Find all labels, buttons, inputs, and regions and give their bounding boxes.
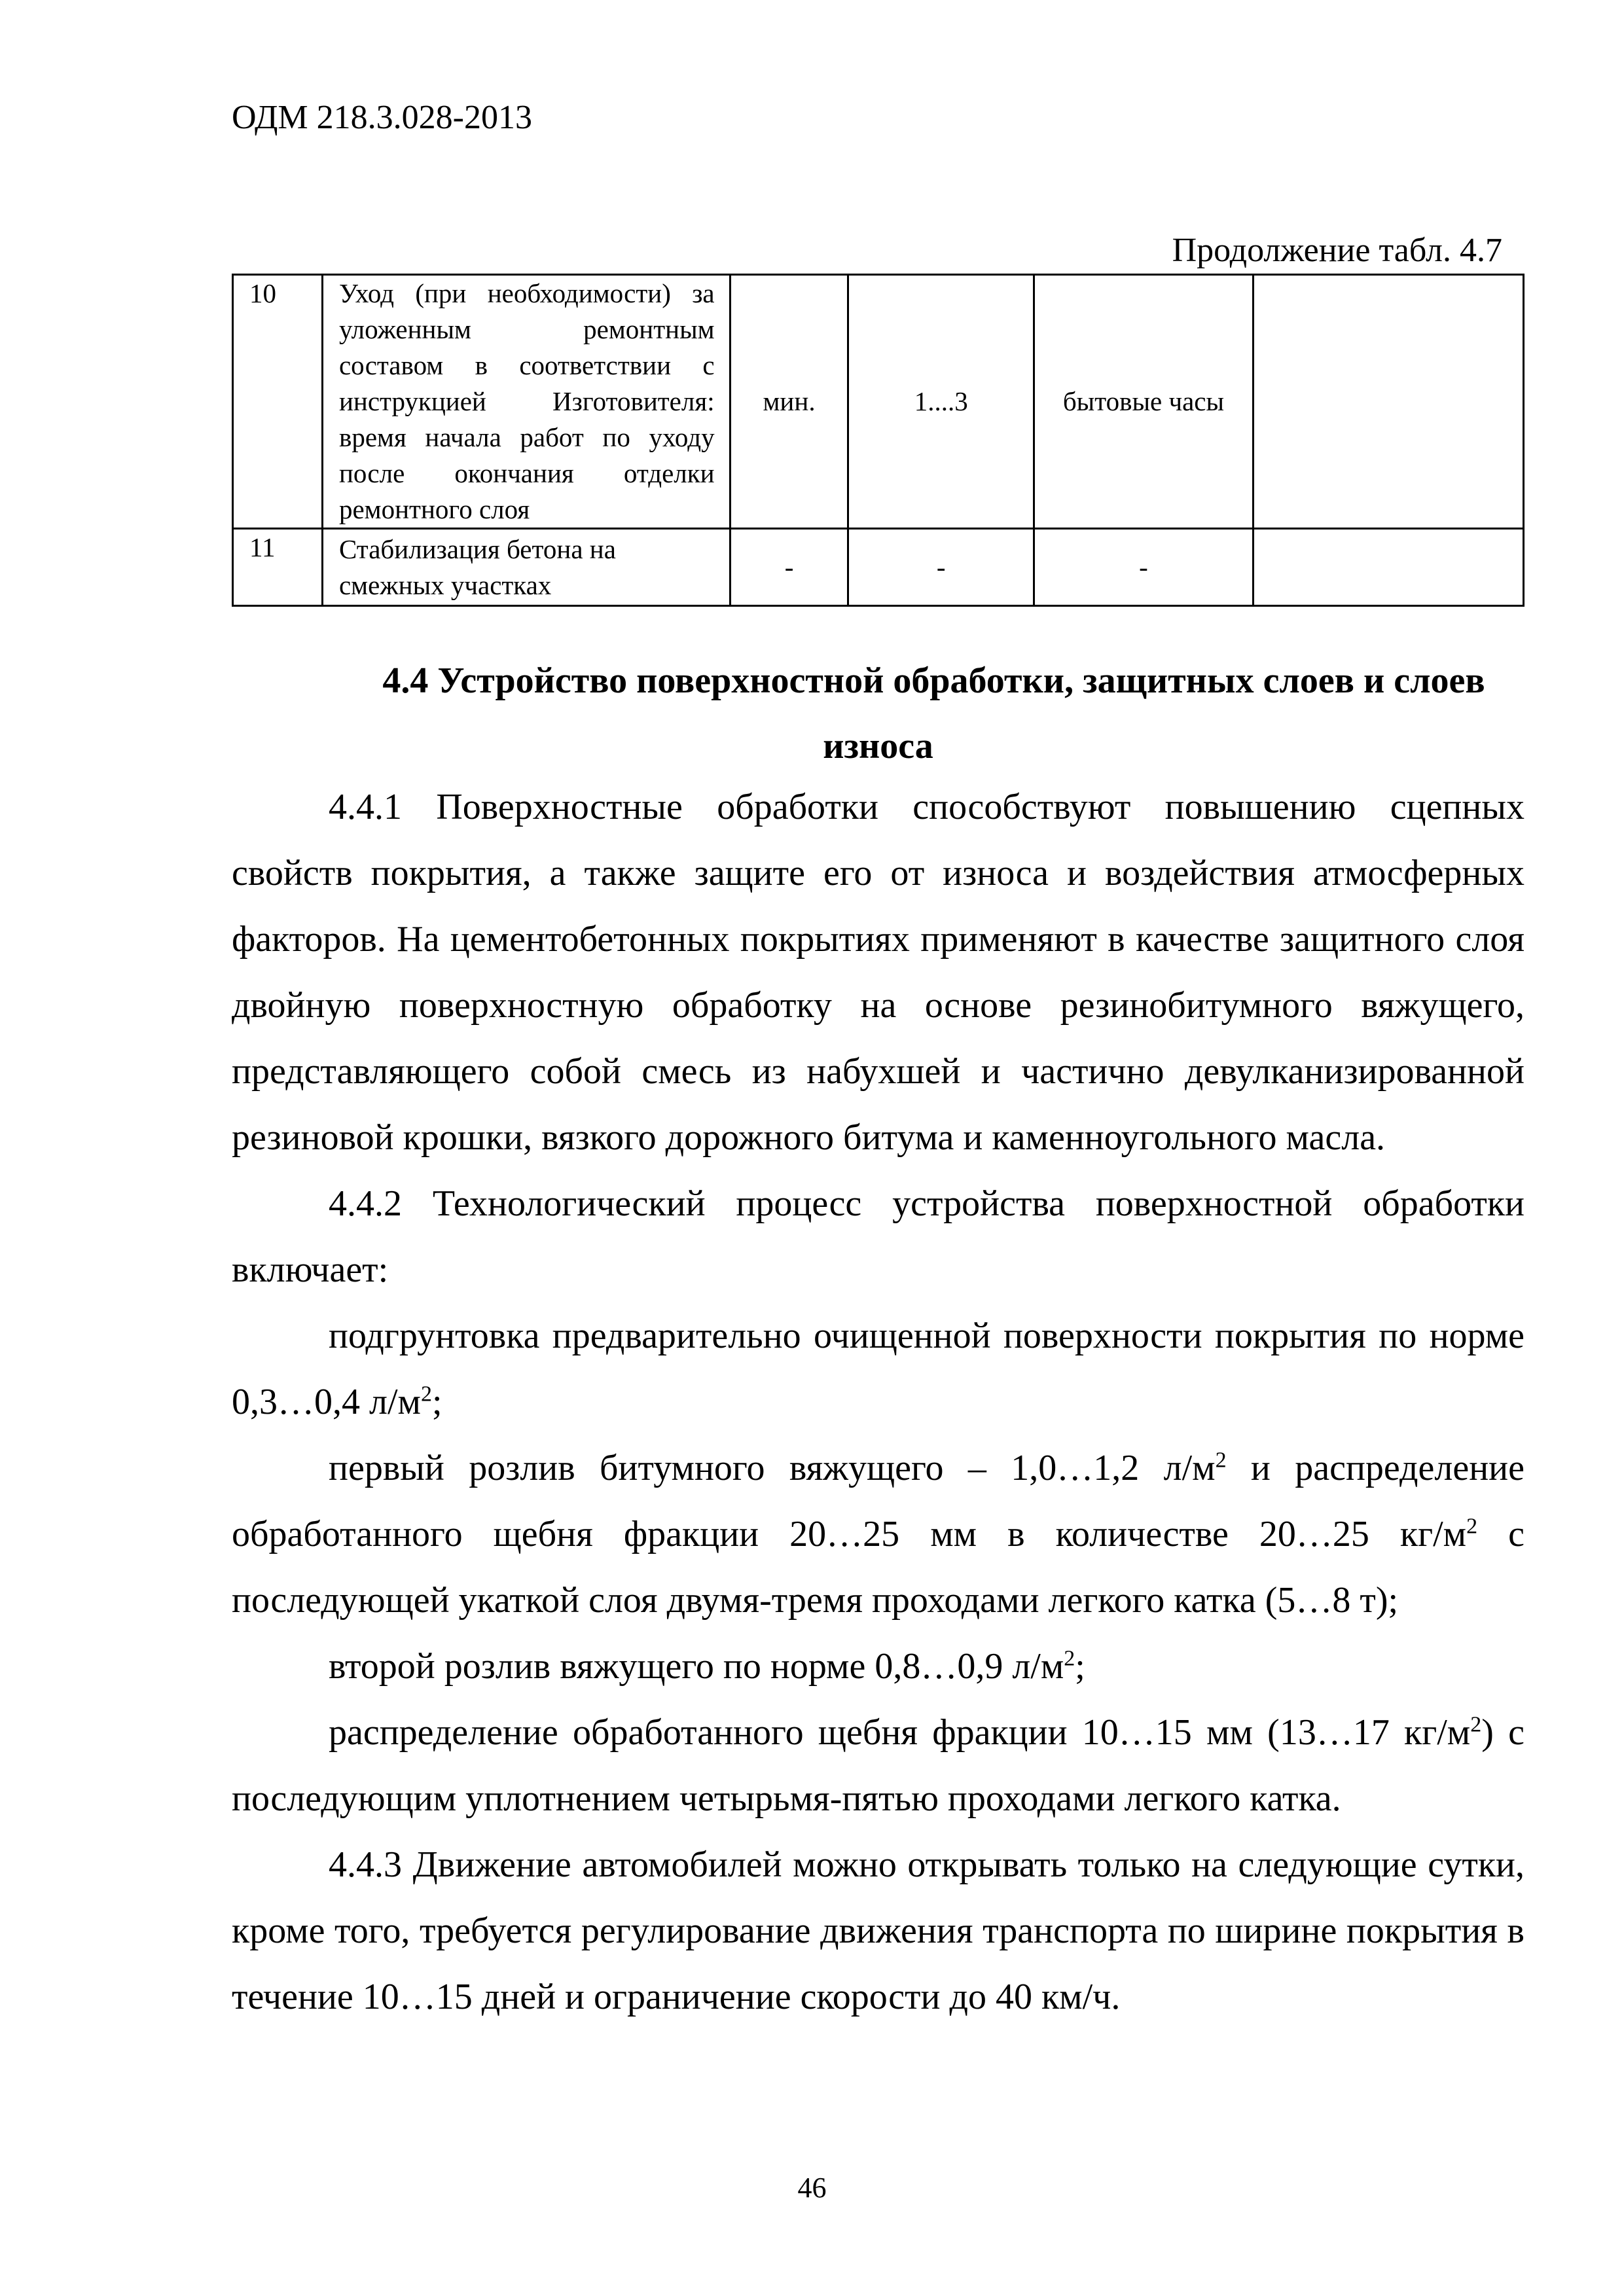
section-heading-line-2: износа (823, 726, 933, 766)
section-heading (232, 648, 1525, 779)
paragraph-4-4-1: 4.4.1 Поверхностные обработки способствуют повышению сцепных свойств покрытия, а также защите его от износа и воздействия атмосферных факторов. На цементобетонных покрытиях применяют в качестве защитного слоя двойную поверхностную обработку на основе резинобитумного вяжущего, представляющего собой смесь из набухшей и частично девулканизированной резиновой крошки, вязкого дорожного битума и каменноугольного масла. (232, 787, 1525, 1158)
document-code: ОДМ 218.3.028-2013 (232, 99, 532, 136)
paragraph-4-4-3: 4.4.3 Движение автомобилей можно открывать только на следующие сутки, кроме того, требуется регулирование движения транспорта по ширине покрытия в течение 10…15 дней и ограничение скорости до 40 км/ч. (232, 1844, 1525, 2017)
table-row (233, 275, 1524, 529)
row-unit: - (730, 529, 848, 606)
table-continuation-caption: Продолжение табл. 4.7 (1172, 232, 1502, 269)
section-body (232, 774, 1525, 2030)
paragraph-4-4-2: 4.4.2 Технологический процесс устройства поверхностной обработки включает: (232, 1183, 1525, 1290)
list-item-first-pour: первый розлив битумного вяжущего – 1,0…1,2 $л/м^2$ и распределение обработанного щебня фракции 20…25 мм в количестве 20…25 $кг/м^2$ с последующей укаткой слоя двумя-тремя проходами легкого катка (5…8 т); (232, 1448, 1525, 1621)
row-unit: мин. (730, 275, 848, 529)
page-number: 46 (797, 2172, 827, 2204)
row-tool: - (1034, 529, 1254, 606)
continuation-table (232, 274, 1525, 607)
row-tool: бытовые часы (1034, 275, 1254, 529)
row-note (1253, 275, 1523, 529)
row-note (1253, 529, 1523, 606)
list-item-second-pour: второй розлив вяжущего по норме 0,8…0,9 $л/м^2$; (329, 1646, 1085, 1687)
list-item-priming: подгрунтовка предварительно очищенной поверхности покрытия по норме 0,3…0,4 $л/м^2$; (232, 1316, 1525, 1422)
row-value: 1....3 (848, 275, 1034, 529)
table-row (233, 529, 1524, 606)
row-number: 10 (233, 275, 323, 529)
row-number: 11 (233, 529, 323, 606)
section-heading-line-1: 4.4 Устройство поверхностной обработки, защитных слоев и слоев (382, 660, 1485, 701)
row-description: Стабилизация бетона на смежных участках (322, 529, 730, 606)
row-value: - (848, 529, 1034, 606)
list-item-gravel-distribution: распределение обработанного щебня фракции 10…15 мм (13…17 $кг/м^2$) с последующим уплотнением четырьмя-пятью проходами легкого катка. (232, 1712, 1525, 1819)
row-description: Уход (при необходимости) за уложенным ремонтным составом в соответствии с инструкцией Изготовителя: время начала работ по уходу после окончания отделки ремонтного слоя (322, 275, 730, 529)
